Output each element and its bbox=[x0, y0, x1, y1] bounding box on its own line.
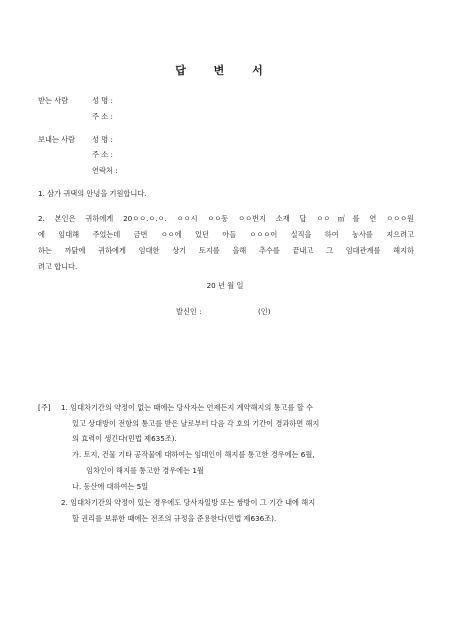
note-2-line: 할 권리를 보류한 때에는 전조의 규정을 준용한다(민법 제636조). bbox=[72, 514, 277, 523]
sender-contact-label: 연락처 : bbox=[92, 166, 118, 175]
paragraph-2 bbox=[38, 211, 414, 275]
recipient-label: 받는 사람 bbox=[38, 96, 69, 105]
note-1-line: 의 효력이 생긴다(민법 제635조). bbox=[72, 434, 177, 443]
note-1-line bbox=[61, 403, 413, 413]
notes-tag: [주] bbox=[38, 403, 51, 412]
signer-label: 발신인 : bbox=[176, 307, 202, 316]
document-title: 답 변 서 bbox=[175, 64, 275, 77]
paragraph-2-line: 하는 까닭에 귀하에게 임대한 상기 토지를 올해 추수를 끝내고 그 임대관계를 해지하 bbox=[38, 246, 414, 255]
recipient-name-label: 성 명 : bbox=[92, 96, 113, 105]
date-line: 20 년 월 일 bbox=[206, 281, 244, 290]
paragraph-1: 1. 삼가 귀댁의 안녕을 기원합니다. bbox=[38, 189, 147, 198]
note-ga-line: 임차인이 해지를 통고한 경우에는 1월 bbox=[86, 466, 204, 475]
note-1-text: 1. 임대차기간의 약정이 없는 때에는 당사자는 언제든지 계약해지의 통고를 할 수 bbox=[61, 403, 313, 412]
note-ga-line: 가. 토지, 건물 기타 공작물에 대하여는 임대인이 해지를 통고한 경우에는 6월, bbox=[72, 450, 315, 459]
note-na-line: 나. 동산에 대하여는 5일 bbox=[72, 482, 149, 491]
sender-name-label: 성 명 : bbox=[92, 135, 113, 144]
paragraph-2-line: 2. 본인은 귀하에게 20ㅇㅇ.ㅇ.ㅇ. ㅇㅇ시 ㅇㅇ동 ㅇㅇ번지 소재 답 ㅇㅇ㎡를 연 ㅇㅇㅇ원 bbox=[38, 214, 414, 223]
paragraph-2-line: 에 임대해 주었는데 금번 ㅇㅇ에 있던 아들 ㅇㅇㅇ이 실직을 하여 농사를 지으려고 bbox=[38, 230, 414, 239]
recipient-address-label: 주 소 : bbox=[92, 112, 113, 121]
sender-address-label: 주 소 : bbox=[92, 150, 113, 159]
sender-label: 보내는 사람 bbox=[38, 135, 76, 144]
note-1-line: 있고 상대방이 전항의 통고를 받은 날로부터 다음 각 호의 기간이 경과하면 해지 bbox=[72, 419, 320, 428]
signer-seal: (인) bbox=[258, 307, 271, 316]
note-2-line: 2. 임대차기간의 약정이 있는 경우에도 당사자일방 또는 쌍방이 그 기간 내에 해지 bbox=[61, 498, 316, 507]
paragraph-2-line: 려고 합니다. bbox=[38, 262, 78, 271]
